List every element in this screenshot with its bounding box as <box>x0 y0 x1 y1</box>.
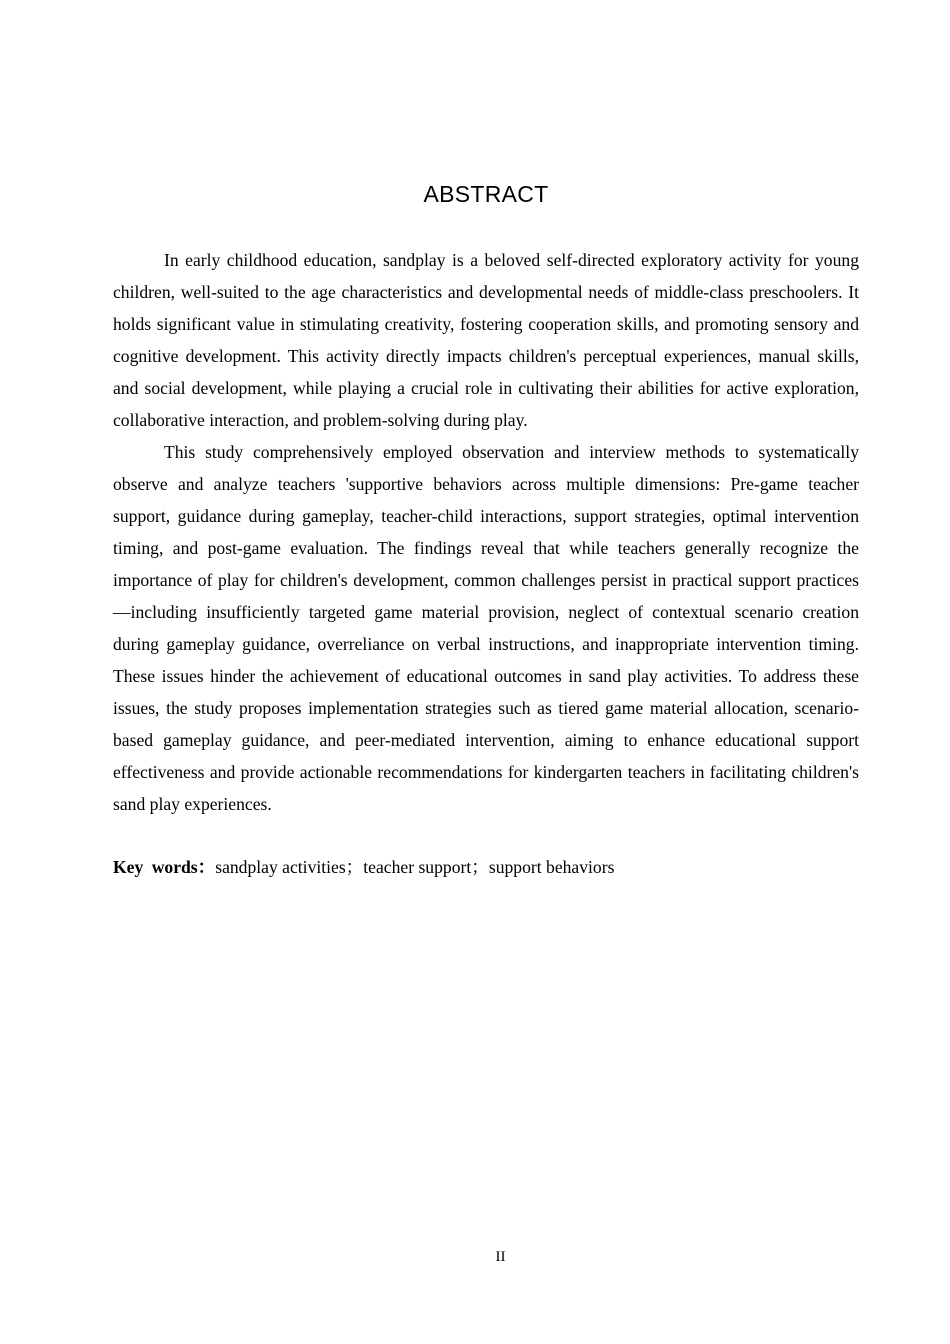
abstract-title: ABSTRACT <box>423 181 549 207</box>
abstract-paragraph-1: In early childhood education, sandplay is a beloved self-directed exploratory activity for young children, well-suited to the age characteristics and developmental needs of middle-class preschoolers. It holds significant value in stimulating creativity, fostering cooperation skills, and promoting sensory and cognitive development. This activity directly impacts children's perceptual experiences, manual skills, and social development, while playing a crucial role in cultivating their abilities for active exploration, collaborative interaction, and problem-solving during play. <box>113 250 859 430</box>
keyword-item: teacher support； <box>363 857 489 877</box>
keyword-item: support behaviors <box>488 857 615 877</box>
keyword-item: sandplay activities； <box>215 857 364 877</box>
abstract-paragraph-2: This study comprehensively employed observation and interview methods to systematically observe and analyze teachers 'supportive behaviors across multiple dimensions: Pre-game teacher support, guidance during gameplay, teacher-child interactions, support strategies, optimal intervention timing, and post-game evaluation. The findings reveal that while teachers generally recognize the importance of play for children's development, common challenges persist in practical support practices—including insufficiently targeted game material provision, neglect of contextual scenario creation during gameplay guidance, overreliance on verbal instructions, and inappropriate intervention timing. These issues hinder the achievement of educational outcomes in sand play activities. To address these issues, the study proposes implementation strategies such as tiered game material allocation, scenario-based gameplay guidance, and peer-mediated intervention, aiming to enhance educational support effectiveness and provide actionable recommendations for kindergarten teachers in facilitating children's sand play experiences. <box>113 442 859 814</box>
page-number: II <box>495 1249 506 1265</box>
keywords-label: Key words： <box>113 857 216 877</box>
keywords-line <box>113 851 859 883</box>
abstract-body <box>113 244 859 820</box>
